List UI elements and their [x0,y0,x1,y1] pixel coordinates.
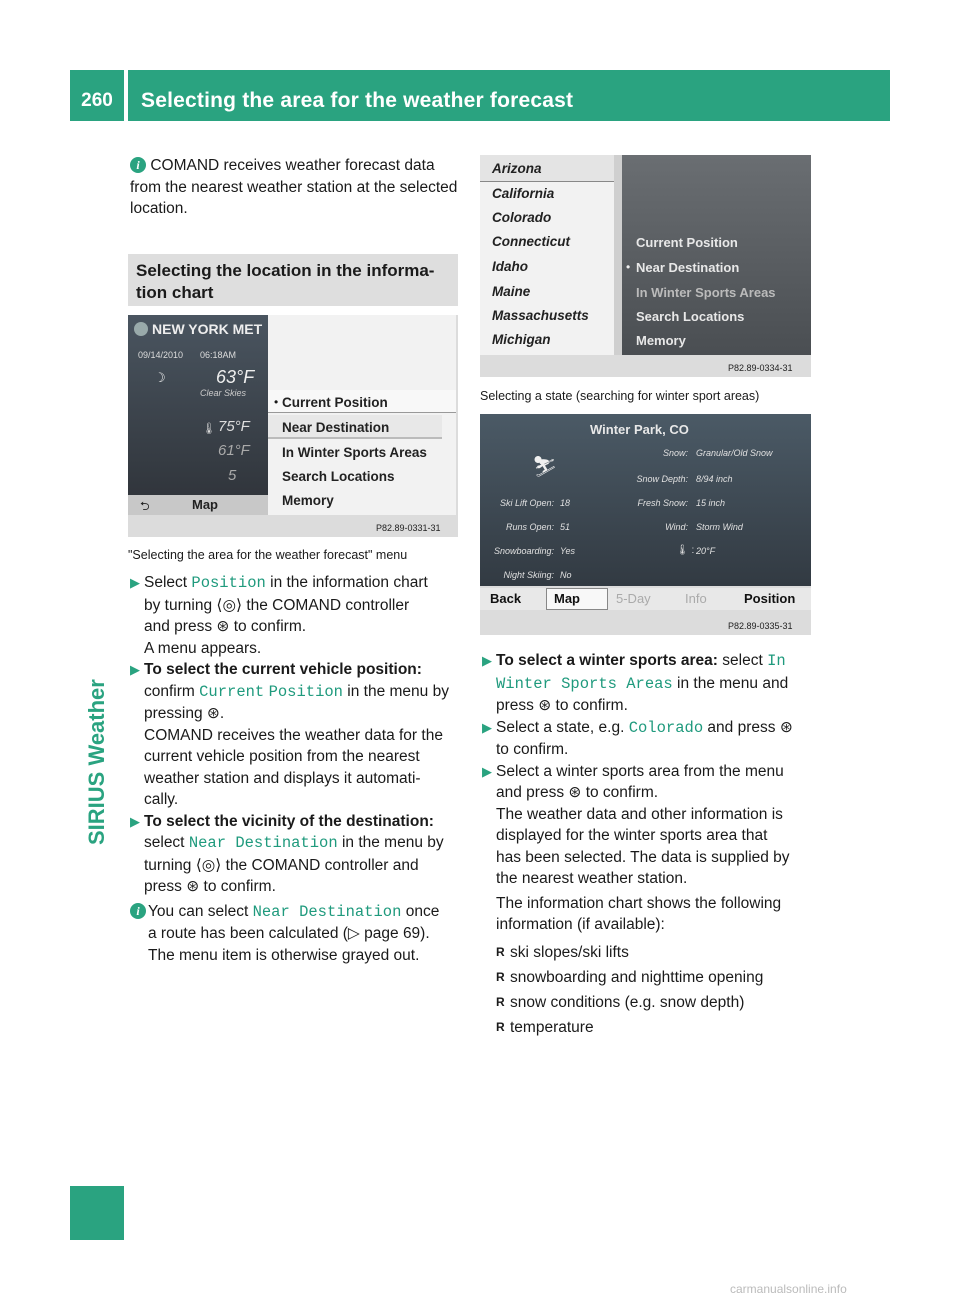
five-day-button[interactable]: 5-Day [616,591,651,606]
condition: Clear Skies [200,388,247,398]
snow-value: Granular/Old Snow [696,448,773,458]
state-item[interactable]: Connecticut [492,234,571,249]
ski-lift-value: 18 [560,498,571,508]
screenshot-information-chart-menu [128,315,458,537]
state-list [480,155,620,355]
menu-item-memory[interactable]: Memory [282,493,334,508]
temperature-value: 20°F [696,546,716,556]
state-item[interactable]: Massachusetts [492,308,589,323]
intro-note [130,155,460,220]
high-temperature: 75°F [218,418,250,435]
map-button[interactable]: Map [554,591,580,606]
controller-press-icon: ⊛ [779,718,793,736]
menu-item-winter-sports[interactable]: In Winter Sports Areas [282,445,427,460]
page-title: Selecting the area for the weather forecast [141,89,574,112]
controller-press-icon: ⊛ [568,784,582,801]
snow-depth-label: Snow Depth: [636,474,688,484]
screenshot-winter-park [480,414,811,635]
controller-turn-icon: ⟨◎⟩ [195,856,222,874]
runs-value: 51 [560,522,571,532]
bullet-dot: • [626,260,631,274]
page-ref-arrow-icon: ▷ [347,925,360,942]
runs-label: Runs Open: [505,522,554,532]
list-item: temperature [510,1018,594,1036]
menu-item-winter-sports[interactable]: In Winter Sports Areas [636,285,776,300]
page-number: 260 [81,90,113,111]
winter-info-panel [480,414,811,586]
menu-item-current-position[interactable]: Current Position [282,395,388,410]
thermometer-icon: 🌡 : [676,545,695,556]
state-item[interactable]: Maine [492,284,531,299]
figure-code: P82.89-0334-31 [728,363,793,373]
menu-item-near-destination[interactable]: Near Destination [636,260,740,275]
bullet-dot: • [274,395,279,409]
menu-item-memory[interactable]: Memory [636,333,686,348]
intro-text: COMAND receives weather forecast data from the nearest weather station at the selected location. [130,157,458,217]
night-skiing-label: Night Skiing: [503,570,554,580]
controller-press-icon: ⊛ [186,878,200,895]
info-icon: i [130,903,146,919]
info-button[interactable]: Info [685,591,707,606]
step-arrow-icon: ▶ [130,662,140,677]
back-button[interactable]: Back [490,591,522,606]
figure-code: P82.89-0331-31 [376,523,441,533]
controller-press-icon: ⊛ [206,705,220,722]
side-green-block [70,1186,124,1240]
snow-label: Snow: [662,448,688,458]
list-item: snow conditions (e.g. snow depth) [510,993,745,1011]
controller-press-icon: ⊛ [216,618,230,635]
city-name: NEW YORK MET [152,321,263,337]
wind-value: Storm Wind [696,522,743,532]
map-button[interactable]: Map [192,497,218,512]
state-item[interactable]: Colorado [492,210,552,225]
menu-item-current-position[interactable]: Current Position [636,235,738,250]
step-arrow-icon: ▶ [482,653,492,668]
wind-label: Wind: [665,522,688,532]
resort-title: Winter Park, CO [590,422,689,437]
side-section-label: SIRIUS Weather [84,679,109,845]
scrollbar[interactable] [614,155,622,355]
state-item[interactable]: Michigan [492,332,551,347]
state-item[interactable]: Arizona [492,161,542,176]
snowboarding-value: Yes [560,546,576,556]
state-item[interactable]: Idaho [492,259,528,274]
step-arrow-icon: ▶ [482,763,492,779]
info-list: R ski slopes/ski lifts R snowboarding and nighttime opening R snow conditions (e.g. snow depth) R temperature [496,943,764,1036]
figure-caption: Selecting a state (searching for winter sport areas) [480,389,760,403]
position-button[interactable]: Position [744,591,796,606]
menu-item-search-locations[interactable]: Search Locations [282,469,395,484]
night-skiing-value: No [560,570,572,580]
fresh-snow-label: Fresh Snow: [637,498,688,508]
thermometer-icon: 🌡 [202,423,216,435]
ski-lift-label: Ski Lift Open: [499,498,554,508]
time: 06:18AM [200,350,237,360]
temperature: 63°F [216,367,255,387]
moon-icon: ☽ [154,370,166,385]
precipitation-value: 5 [228,467,237,484]
steps-right: ▶ To select a winter sports area: select In Winter Sports Areas in the menu and press ⊛ to confirm. ▶ Select a state, e.g. Colorado and press ⊛ to confirm. ▶ Select a winter sports area from the menu and press ⊛ to confirm. The weather data and other information is displayed for the winter sports area that has been selected. The data is supplied by the nearest weather station. The information chart shows the following information (if available): R ski slopes/ski lifts R snowboarding and nighttime opening R snow conditions (e.g. snow depth) R temperature [482,650,817,1040]
steps-left: ▶ Select Position in the information chart by turning ⟨◎⟩ the COMAND controller and press ⊛ to confirm. A menu appears. ▶ To select the current vehicle position: confirm Current Position in the menu by pressing ⊛. COMAND receives the weather data for the current vehicle position from the nearest weather station and displays it automati- cally. ▶ To select the vicinity of the destination: select Near Destination in the menu by turning ⟨◎⟩ the COMAND controller and press ⊛ to confirm. i You can select Near Destination once a route has been calculated (▷ page 69). The menu item is otherwise grayed out. [130,574,449,964]
date: 09/14/2010 [138,350,184,360]
menu-item-near-destination[interactable]: Near Destination [282,420,390,435]
snowboarding-label: Snowboarding: [493,546,554,556]
figure-code: P82.89-0335-31 [728,621,793,631]
screenshot-state-list [480,155,811,377]
step-arrow-icon: ▶ [482,719,492,735]
back-icon[interactable]: ⮌ [140,499,150,513]
figure-caption: "Selecting the area for the weather forecast" menu [128,548,408,562]
button-bar [480,588,811,610]
low-temperature: 61°F [218,442,250,459]
location-menu [268,315,456,515]
menu-item-search-locations[interactable]: Search Locations [636,309,745,324]
controller-turn-icon: ⟨◎⟩ [216,596,243,614]
list-item: ski slopes/ski lifts [510,943,629,961]
list-item: snowboarding and nighttime opening [510,968,764,986]
skier-icon: ⛷ [532,456,558,478]
info-icon: i [130,157,146,173]
globe-icon [134,322,148,336]
watermark: carmanualsonline.info [730,1282,847,1296]
location-menu-dark [622,155,811,355]
section-title: Selecting the location in the informa-tion chart [136,261,435,302]
step-arrow-icon: ▶ [130,813,140,829]
snow-depth-value: 8/94 inch [696,474,733,484]
controller-press-icon: ⊛ [538,697,552,714]
fresh-snow-value: 15 inch [696,498,726,508]
state-item[interactable]: California [492,186,555,201]
step-arrow-icon: ▶ [130,575,140,590]
